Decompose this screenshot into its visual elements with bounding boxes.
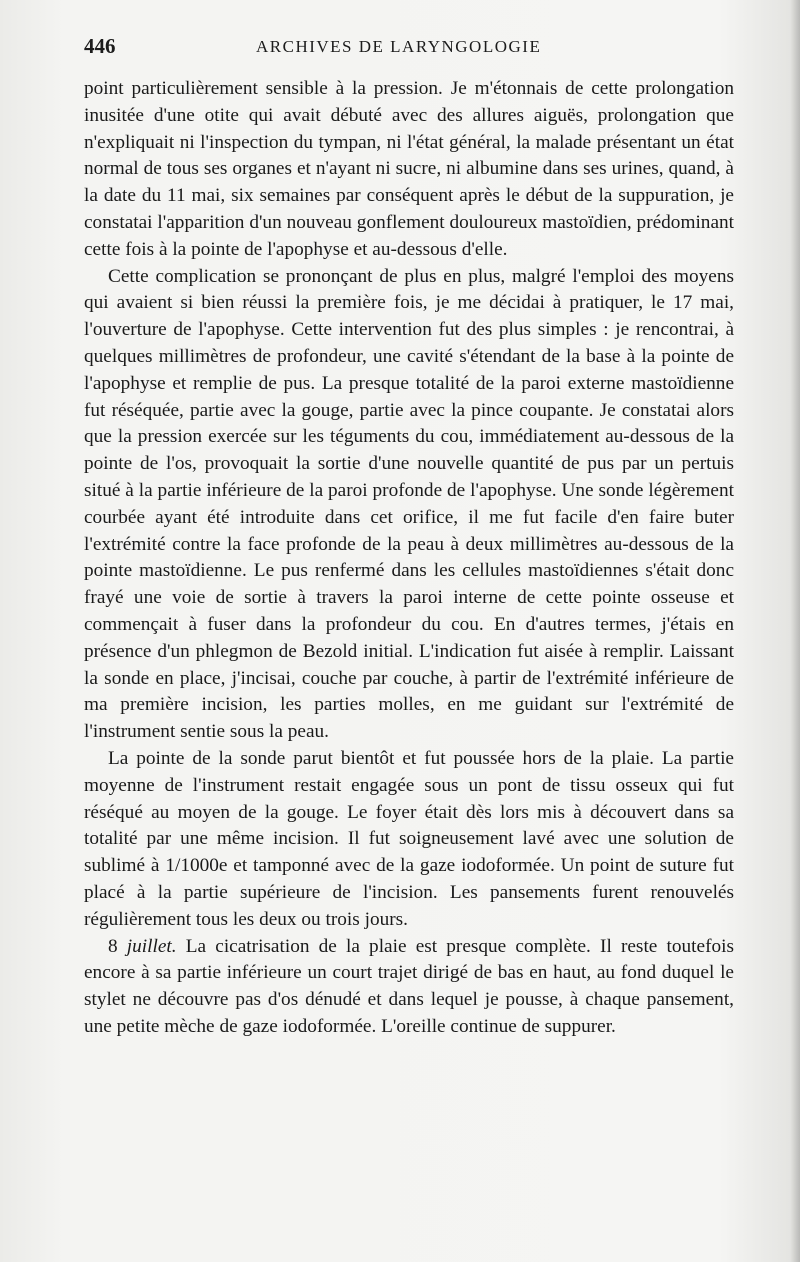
paragraph-4: [84, 934, 734, 1041]
date-label: juillet.: [126, 935, 177, 957]
paragraph-3: La pointe de la sonde parut bientôt et fut poussée hors de la plaie. La partie moyenne de l'instrument restait engagée sous un pont de tissu osseux qui fut réséqué au moyen de la gouge. Le foyer était dès lors mis à découvert dans sa totalité par une même incision. Il fut soigneusement lavé avec une solution de sublimé à 1/1000e et tamponné avec de la gaze iodoformée. Un point de suture fut placé à la partie supérieure de l'incision. Les pansements furent renouvelés régulièrement tous les deux ou trois jours.: [84, 747, 734, 930]
paragraph-2: Cette complication se prononçant de plus en plus, malgré l'emploi des moyens qui avaient si bien réussi la première fois, je me décidai à pratiquer, le 17 mai, l'ouverture de l'apophyse. Cette intervention fut des plus simples : je rencontrai, à quelques millimètres de profondeur, une cavité s'étendant de la base à la pointe de l'apophyse et remplie de pus. La presque totalité de la paroi externe mastoïdienne fut réséquée, partie avec la gouge, partie avec la pince coupante. Je constatai alors que la pression exercée sur les téguments du cou, immédiatement au-dessous de la pointe de l'os, provoquait la sortie d'une nouvelle quantité de pus par un pertuis situé à la partie inférieure de la paroi profonde de l'apophyse. Une sonde légèrement courbée ayant été introduite dans cet orifice, il me fut facile d'en faire buter l'extrémité contre la face profonde de la peau à deux millimètres au-dessous de la pointe mastoïdienne. Le pus renfermé dans les cellules mastoïdiennes s'était donc frayé une voie de sortie à travers la paroi interne de cette pointe osseuse et commençait à fuser dans la profondeur du cou. En d'autres termes, j'étais en présence d'un phlegmon de Bezold initial. L'indication fut aisée à remplir. Laissant la sonde en place, j'incisai, couche par couche, à partir de l'extrémité inférieure de ma première incision, les parties molles, en me guidant sur l'extrémité de l'instrument sentie sous la peau.: [84, 265, 734, 743]
paragraph-1: point particulièrement sensible à la pression. Je m'étonnais de cette prolongation inusitée d'une otite qui avait débuté avec des allures aiguës, prolongation que n'expliquait ni l'inspection du tympan, ni l'état général, la malade présentant un état normal de tous ses organes et n'ayant ni sucre, ni albumine dans ses urines, quand, à la date du 11 mai, six semaines par conséquent après le début de la suppuration, je constatai l'apparition d'un nouveau gonflement douloureux mastoïdien, prédominant cette fois à la pointe de l'apophyse et au-dessous d'elle.: [84, 78, 734, 260]
date-number: 8: [108, 935, 127, 957]
page-number: 446: [84, 34, 116, 58]
page-header: [84, 34, 744, 60]
body-text: [84, 76, 734, 1041]
page-edge-shadow: [790, 0, 800, 1262]
paragraph-4-text: La cicatrisation de la plaie est presque complète. Il reste toutefois encore à sa partie inférieure un court trajet dirigé de bas en haut, au fond duquel le stylet ne découvre pas d'os dénudé et dans lequel je pousse, à chaque pansement, une petite mèche de gaze iodoformée. L'oreille continue de suppurer.: [84, 935, 734, 1037]
running-title: ARCHIVES DE LARYNGOLOGIE: [256, 37, 542, 56]
